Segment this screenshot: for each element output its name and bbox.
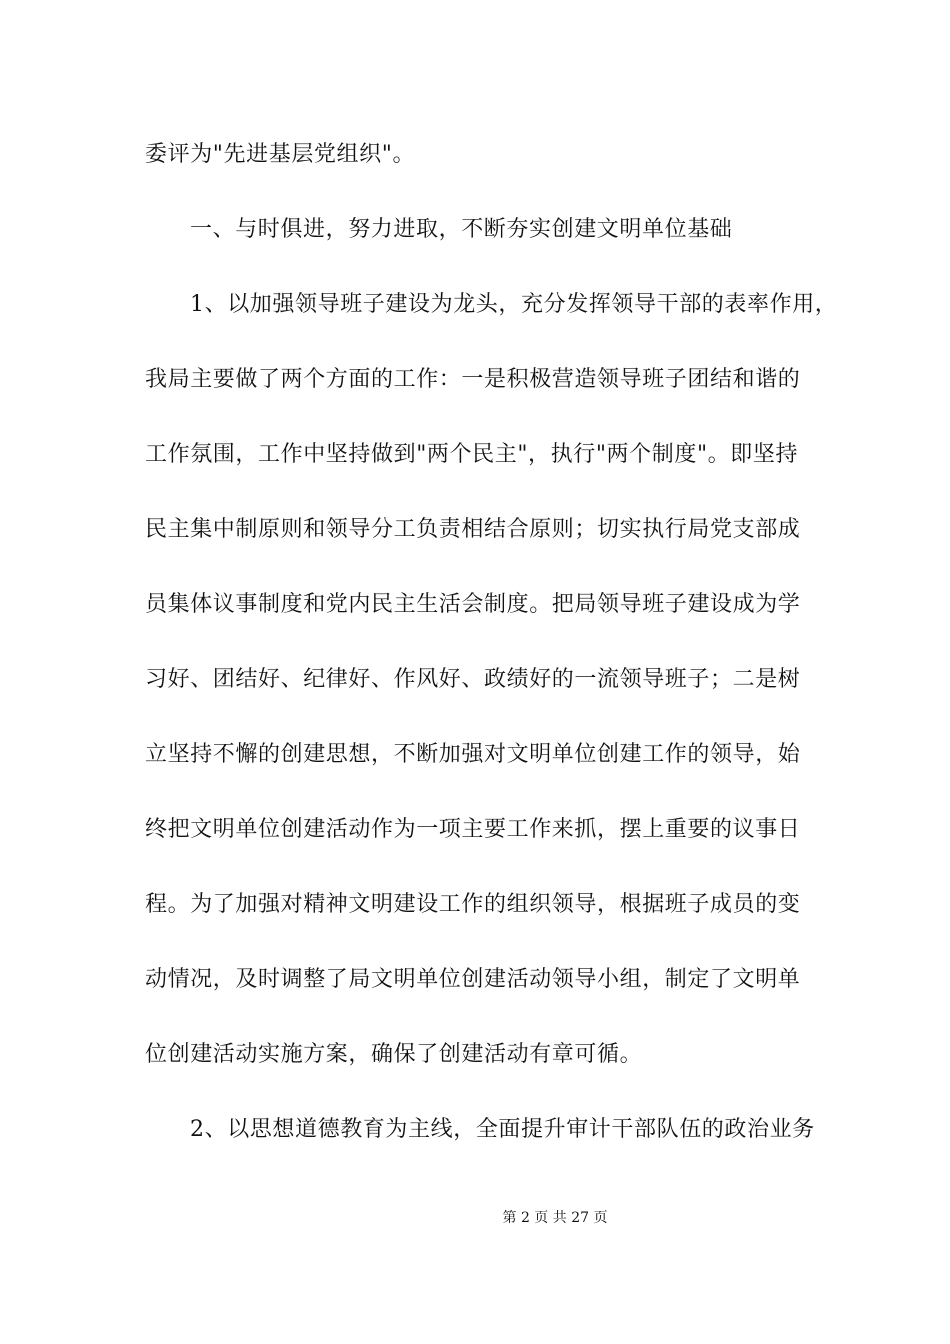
section-heading: 一、与时俱进，努力进取，不断夯实创建文明单位基础: [190, 217, 733, 242]
paragraph-first-line: 2、以思想道德教育为主线，全面提升审计干部队伍的政治业务: [190, 1117, 815, 1142]
text-line: 立坚持不懈的创建思想，不断加强对文明单位创建工作的领导，始: [145, 742, 801, 767]
text-line: 程。为了加强对精神文明建设工作的组织领导，根据班子成员的变: [145, 892, 801, 917]
text-line: 民主集中制原则和领导分工负责相结合原则；切实执行局党支部成: [145, 517, 801, 542]
text-line: 动情况，及时调整了局文明单位创建活动领导小组，制定了文明单: [145, 967, 801, 992]
paragraph-first-line: 1、以加强领导班子建设为龙头，充分发挥领导干部的表率作用，: [190, 292, 838, 317]
text-line: 员集体议事制度和党内民主生活会制度。把局领导班子建设成为学: [145, 592, 801, 617]
text-line: 终把文明单位创建活动作为一项主要工作来抓，摆上重要的议事日: [145, 817, 801, 842]
text-line: 位创建活动实施方案，确保了创建活动有章可循。: [145, 1042, 643, 1067]
text-line: 习好、团结好、纪律好、作风好、政绩好的一流领导班子；二是树: [145, 667, 801, 692]
text-line: 我局主要做了两个方面的工作：一是积极营造领导班子团结和谐的: [145, 367, 801, 392]
page-number-footer: 第 2 页 共 27 页: [502, 1210, 608, 1226]
text-line: 工作氛围，工作中坚持做到"两个民主"，执行"两个制度"。即坚持: [145, 442, 799, 467]
text-line: 委评为"先进基层党组织"。: [145, 142, 416, 167]
